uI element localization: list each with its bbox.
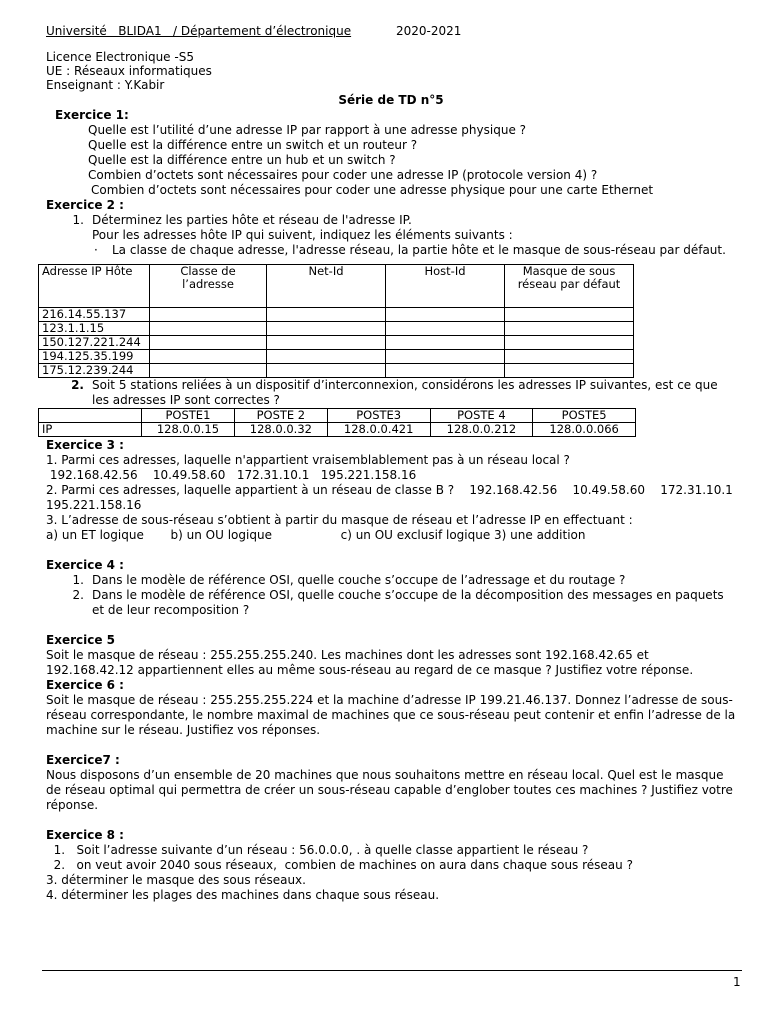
ex4-item (46, 588, 736, 618)
ex8-line: 3. déterminer le masque des sous réseaux. (46, 873, 306, 887)
item-text: Soit 5 stations reliées à un dispositif d’interconnexion, considérons les adresses IP suivantes, est ce que les adresses IP sont correctes ? (92, 378, 718, 407)
empty-cell (150, 308, 267, 322)
ex1-question: Quelle est la différence entre un switch et un routeur ? (88, 138, 418, 152)
bullet-glyph: · (94, 243, 98, 257)
ex4-item (46, 573, 736, 588)
exercise-6-title: Exercice 6 : (46, 678, 124, 692)
empty-cell (267, 350, 386, 364)
ex3-line: 2. Parmi ces adresses, laquelle appartient à un réseau de classe B ? 192.168.42.56 10.49.58.60 172.31.10.1 195.221.158.16 (46, 483, 737, 512)
ip-cell: 123.1.1.15 (39, 322, 150, 336)
table-header-row (39, 265, 634, 308)
empty-cell (267, 336, 386, 350)
empty-cell (267, 322, 386, 336)
exercise-2-title: Exercice 2 : (46, 198, 124, 212)
footer-rule (42, 970, 742, 971)
exercise-5-title: Exercice 5 (46, 633, 115, 647)
empty-cell (505, 308, 634, 322)
table-header-cell: Classe de l’adresse (150, 265, 267, 308)
ip-cell: 216.14.55.137 (39, 308, 150, 322)
table-header-row (39, 409, 636, 423)
ex1-question: Quelle est la différence entre un hub et un switch ? (88, 153, 396, 167)
university-header: Université BLIDA1 / Département d’électronique (46, 24, 352, 38)
table-header-cell: Net-Id (267, 265, 386, 308)
table-row (39, 350, 634, 364)
exercise-1-title: Exercice 1: (55, 108, 129, 122)
academic-year: 2020-2021 (396, 24, 462, 38)
table-cell: 128.0.0.32 (234, 423, 327, 437)
ex7-text: Nous disposons d’un ensemble de 20 machines que nous souhaitons mettre en réseau local. Quel est le masque de réseau optimal qui permettra de créer un sous-réseau capable d’englober toutes ces machines ? Justifiez votre réponse. (46, 768, 733, 812)
ex3-line: 1. Parmi ces adresses, laquelle n'appartient vraisemblablement pas à un réseau local ? (46, 453, 570, 467)
ex1-question: Combien d’octets sont nécessaires pour coder une adresse physique pour une carte Ethernet (91, 183, 654, 197)
empty-cell (505, 336, 634, 350)
table-header-cell: POSTE3 (327, 409, 430, 423)
ex3-line: a) un ET logique b) un OU logique c) un OU exclusif logique 3) une addition (46, 528, 586, 542)
ip-class-table (38, 264, 634, 378)
empty-cell (386, 322, 505, 336)
empty-cell (150, 364, 267, 378)
table-row (39, 423, 636, 437)
table-header-cell: POSTE5 (533, 409, 636, 423)
table-header-cell: Host-Id (386, 265, 505, 308)
table-row (39, 322, 634, 336)
table-cell: 128.0.0.421 (327, 423, 430, 437)
table-cell: IP (39, 423, 142, 437)
ex8-line: 2. on veut avoir 2040 sous réseaux, combien de machines on aura dans chaque sous réseau ? (46, 858, 633, 872)
item-text: Dans le modèle de référence OSI, quelle couche s’occupe de la décomposition des messages en paquets et de leur recomposition ? (92, 588, 724, 617)
ex2-item-1 (46, 213, 736, 228)
ex6-text: Soit le masque de réseau : 255.255.255.224 et la machine d’adresse IP 199.21.46.137. Donnez l’adresse de sous-réseau correspondante, le nombre maximal de machines que ce sous-réseau peut contenir et enfin l’adresse de la machine sur le réseau. Justifiez vos réponses. (46, 693, 736, 737)
table-row (39, 364, 634, 378)
course-teacher: Enseignant : Y.Kabir (46, 78, 165, 92)
empty-cell (505, 364, 634, 378)
stations-ip-table (38, 408, 636, 437)
ex2-item-1-sub: Pour les adresses hôte IP qui suivent, indiquez les éléments suivants : (92, 228, 513, 242)
bullet-text: La classe de chaque adresse, l'adresse réseau, la partie hôte et le masque de sous-réseau par défaut. (112, 243, 726, 257)
ex3-line: 3. L’adresse de sous-réseau s’obtient à partir du masque de réseau et l’adresse IP en effectuant : (46, 513, 633, 527)
ex3-line: 192.168.42.56 10.49.58.60 172.31.10.1 195.221.158.16 (46, 468, 417, 482)
empty-cell (505, 350, 634, 364)
ex1-question: Combien d’octets sont nécessaires pour coder une adresse IP (protocole version 4) ? (88, 168, 598, 182)
exercise-3-title: Exercice 3 : (46, 438, 124, 452)
course-unit: UE : Réseaux informatiques (46, 64, 212, 78)
ex2-item-2 (46, 378, 736, 408)
page-header (46, 24, 736, 40)
item-number: 2. (72, 588, 84, 602)
item-number: 1. (72, 213, 84, 227)
empty-cell (267, 308, 386, 322)
empty-cell (386, 336, 505, 350)
table-header-cell: POSTE 2 (234, 409, 327, 423)
empty-cell (386, 308, 505, 322)
exercise-7-title: Exercice7 : (46, 753, 120, 767)
empty-cell (150, 322, 267, 336)
table-row (39, 308, 634, 322)
item-number: 2. (71, 378, 84, 392)
empty-cell (150, 350, 267, 364)
ex8-line: 1. Soit l’adresse suivante d’un réseau : 56.0.0.0, . à quelle classe appartient le réseau ? (46, 843, 589, 857)
table-header-cell: POSTE 4 (430, 409, 533, 423)
ex8-line: 4. déterminer les plages des machines dans chaque sous réseau. (46, 888, 440, 902)
course-info (46, 50, 736, 92)
exercise-8-title: Exercice 8 : (46, 828, 124, 842)
ex1-question: Quelle est l’utilité d’une adresse IP par rapport à une adresse physique ? (88, 123, 527, 137)
empty-cell (267, 364, 386, 378)
table-cell: 128.0.0.066 (533, 423, 636, 437)
ex5-text: Soit le masque de réseau : 255.255.255.240. Les machines dont les adresses sont 192.168.42.65 et 192.168.42.12 appartiennent elles au même sous-réseau au regard de ce masque ? Justifiez votre réponse. (46, 648, 694, 677)
table-cell: 128.0.0.15 (142, 423, 235, 437)
empty-cell (386, 350, 505, 364)
document-page (42, 24, 737, 903)
empty-cell (505, 322, 634, 336)
ip-cell: 150.127.221.244 (39, 336, 150, 350)
course-level: Licence Electronique -S5 (46, 50, 194, 64)
empty-cell (386, 364, 505, 378)
item-text: Déterminez les parties hôte et réseau de l'adresse IP. (92, 213, 412, 227)
ip-cell: 175.12.239.244 (39, 364, 150, 378)
table-header-cell: POSTE1 (142, 409, 235, 423)
ip-cell: 194.125.35.199 (39, 350, 150, 364)
exercise-4-title: Exercice 4 : (46, 558, 124, 572)
empty-cell (150, 336, 267, 350)
document-title: Série de TD n°5 (338, 93, 444, 107)
table-header-cell: Masque de sous réseau par défaut (505, 265, 634, 308)
table-row (39, 336, 634, 350)
table-cell: 128.0.0.212 (430, 423, 533, 437)
item-text: Dans le modèle de référence OSI, quelle couche s’occupe de l’adressage et du routage ? (92, 573, 626, 587)
ex2-bullet-item (46, 243, 734, 258)
table-header-cell (39, 409, 142, 423)
item-number: 1. (72, 573, 84, 587)
table-header-cell: Adresse IP Hôte (39, 265, 150, 308)
page-number: 1 (733, 975, 741, 989)
